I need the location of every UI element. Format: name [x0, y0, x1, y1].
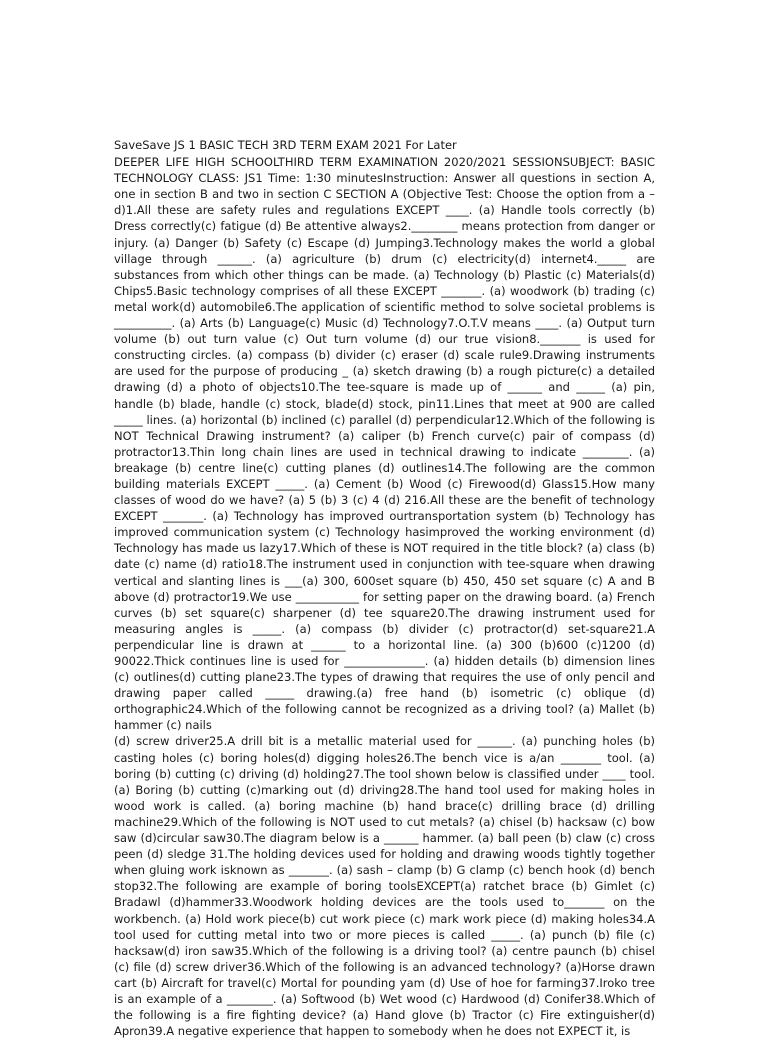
document-paragraph: DEEPER LIFE HIGH SCHOOLTHIRD TERM EXAMINATION 2020/2021 SESSIONSUBJECT: BASIC TECHNOLOGY CLASS: JS1 Time: 1:30 minutesInstruction: Answer all questions in section A, one in section B and two in section C SECTION A (Objective Test: Choose the option from a –d)1.All these are safety rules and regulations EXCEPT ____. (a) Handle tools correctly (b) Dress correctly(c) fatigue (d) Be attentive always2.________ means protection from danger or injury. (a) Danger (b) Safety (c) Escape (d) Jumping3.Technology makes the world a global village through ______. (a) agriculture (b) drum (c) electricity(d) internet4._____ are substances from which other things can be made. (a) Technology (b) Plastic (c) Materials(d) Chips5.Basic technology comprises of all these EXCEPT _______. (a) woodwork (b) trading (c) metal work(d) automobile6.The application of scientific method to solve societal problems is __________. (a) Arts (b) Language(c) Music (d) Technology7.O.T.V means ____. (a) Output turn volume (b) out turn value (c) Out turn volume (d) our true vision8._______ is used for constructing circles. (a) compass (b) divider (c) eraser (d) scale rule9.Drawing instruments are used for the purpose of producing _ (a) sketch drawing (b) a rough picture(c) a detailed drawing (d) a photo of objects10.The tee-square is made up of ______ and _____ (a) pin, handle (b) blade, handle (c) stock, blade(d) stock, pin11.Lines that meet at 900 are called _____ lines. (a) horizontal (b) inclined (c) parallel (d) perpendicular12.Which of the following is NOT Technical Drawing instrument? (a) caliper (b) French curve(c) pair of compass (d) protractor13.Thin long chain lines are used in technical drawing to indicate ________. (a) breakage (b) centre line(c) cutting planes (d) outlines14.The following are the common building materials EXCEPT _____. (a) Cement (b) Wood (c) Firewood(d) Glass15.How many classes of wood do we have? (a) 5 (b) 3 (c) 4 (d) 216.All these are the benefit of technology EXCEPT _______. (a) Technology has improved ourtransportation system (b) Technology has improved communication system (c) Technology hasimproved the working environment (d) Technology has made us lazy17.Which of these is NOT required in the title block? (a) class (b) date (c) name (d) ratio18.The instrument used in conjunction with tee-square when drawing vertical and slanting lines is ___(a) 300, 600set square (b) 450, 450 set square (c) A and B above (d) protractor19.We use ___________ for setting paper on the drawing board. (a) French curves (b) set square(c) sharpener (d) tee square20.The drawing instrument used for measuring angles is _____. (a) compass (b) divider (c) protractor(d) set-square21.A perpendicular line is drawn at ______ to a horizontal line. (a) 300 (b)600 (c)1200 (d) 90022.Thick continues line is used for ______________. (a) hidden details (b) dimension lines (c) outlines(d) cutting plane23.The types of drawing that requires the use of only pencil and drawing paper called _____ drawing.(a) free hand (b) isometric (c) oblique (d) orthographic24.Which of the following cannot be recognized as a driving tool? (a) Mallet (b) hammer (c) nails — [114, 155, 655, 733]
document-paragraph: (d) screw driver25.A drill bit is a metallic material used for ______. (a) punching holes (b) casting holes (c) boring holes(d) digging holes26.The bench vice is a/an _______ tool. (a) boring (b) cutting (c) driving (d) holding27.The tool shown below is classified under ____ tool. (a) Boring (b) cutting (c)marking out (d) driving28.The hand tool used for making holes in wood work is called. (a) boring machine (b) hand brace(c) drilling brace (d) drilling machine29.Which of the following is NOT used to cut metals? (a) chisel (b) hacksaw (c) bow saw (d)circular saw30.The diagram below is a ______ hammer. (a) ball peen (b) claw (c) cross peen (d) sledge 31.The holding devices used for holding and drawing woods tightly together when gluing work isknown as _______. (a) sash – clamp (b) G clamp (c) bench hook (d) bench stop32.The following are example of boring toolsEXCEPT(a) ratchet brace (b) Gimlet (c) Bradawl (d)hammer33.Woodwork holding devices are the tools used to_______ on the workbench. (a) Hold work piece(b) cut work piece (c) mark work piece (d) making holes34.A tool used for cutting metal into two or more pieces is called _____. (a) punch (b) file (c) hacksaw(d) iron saw35.Which of the following is a driving tool? (a) centre paunch (b) chisel (c) file (d) screw driver36.Which of the following is an advanced technology? (a)Horse drawn cart (b) Aircraft for travel(c) Mortal for pounding yam (d) Use of hoe for farming37.Iroko tree is an example of a ________. (a) Softwood (b) Wet wood (c) Hardwood (d) Conifer38.Which of the following is a fire fighting device? (a) Hand glove (b) Tractor (c) Fire extinguisher(d) Apron39.A negative experience that happen to somebody when he does not EXPECT it, is — [114, 734, 655, 1039]
document-title: SaveSave JS 1 BASIC TECH 3RD TERM EXAM 2021 For Later — [114, 138, 457, 152]
document-body — [114, 154, 655, 1039]
document-page — [114, 137, 655, 1039]
